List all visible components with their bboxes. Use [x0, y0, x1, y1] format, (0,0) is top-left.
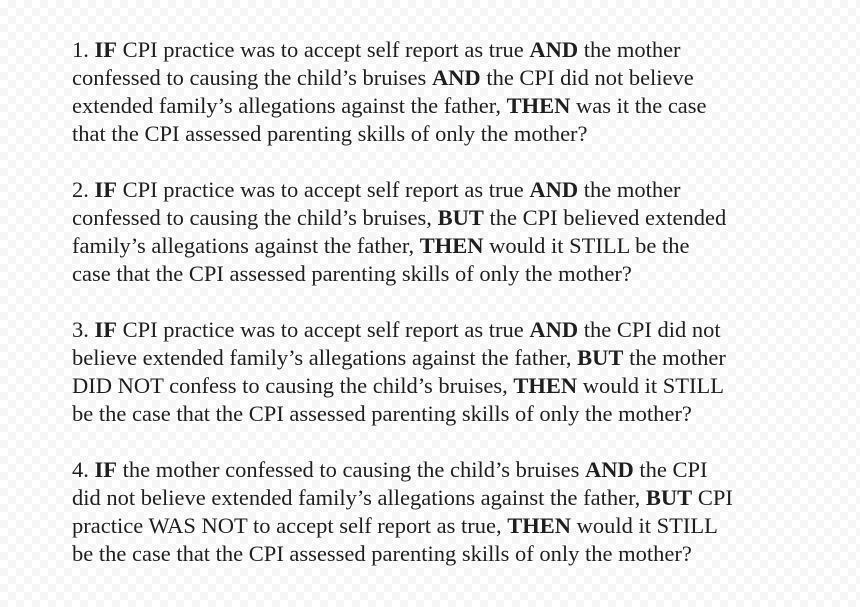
- question-line: [72, 120, 802, 148]
- keyword: AND: [585, 457, 634, 482]
- keyword: IF: [94, 177, 117, 202]
- text-segment: believe extended family’s allegations against the father,: [72, 345, 578, 370]
- text-segment: did not believe extended family’s allegations against the father,: [72, 485, 646, 510]
- keyword: THEN: [419, 233, 484, 258]
- text-segment: CPI practice was to accept self report as true: [117, 177, 530, 202]
- question-line: [72, 204, 802, 232]
- text-segment: the CPI: [633, 457, 708, 482]
- question-line: [72, 316, 802, 344]
- text-segment: be the case that the CPI assessed parenting skills of only the mother?: [72, 541, 692, 566]
- keyword: THEN: [507, 513, 572, 538]
- question-line: [72, 400, 802, 428]
- question-3: [72, 316, 802, 428]
- text-segment: was it the case: [570, 93, 707, 118]
- keyword: IF: [94, 317, 117, 342]
- text-segment: be the case that the CPI assessed parenting skills of only the mother?: [72, 401, 692, 426]
- question-line: [72, 36, 802, 64]
- question-1: [72, 36, 802, 148]
- keyword: BUT: [645, 485, 693, 510]
- text-segment: DID NOT confess to causing the child’s bruises,: [72, 373, 514, 398]
- keyword: THEN: [506, 93, 571, 118]
- question-4: [72, 456, 802, 568]
- text-segment: CPI practice was to accept self report as true: [117, 317, 530, 342]
- question-line: [72, 344, 802, 372]
- text-segment: the mother: [578, 37, 681, 62]
- question-line: [72, 456, 802, 484]
- keyword: IF: [94, 457, 117, 482]
- text-segment: the mother: [623, 345, 726, 370]
- question-line: [72, 232, 802, 260]
- text-segment: the CPI believed extended: [483, 205, 727, 230]
- question-2: [72, 176, 802, 288]
- keyword: BUT: [577, 345, 624, 370]
- text-segment: would it STILL: [577, 373, 725, 398]
- keyword: AND: [529, 177, 579, 202]
- text-segment: confessed to causing the child’s bruises: [72, 65, 432, 90]
- question-line: [72, 92, 802, 120]
- question-line: [72, 176, 802, 204]
- text-segment: the mother: [578, 177, 681, 202]
- keyword: AND: [431, 65, 481, 90]
- text-segment: the CPI did not believe: [480, 65, 694, 90]
- keyword: THEN: [513, 373, 578, 398]
- question-line: [72, 484, 802, 512]
- text-segment: the CPI did not: [578, 317, 721, 342]
- text-segment: CPI: [692, 485, 733, 510]
- text-segment: the mother confessed to causing the child’s bruises: [117, 457, 586, 482]
- question-line: [72, 512, 802, 540]
- keyword: IF: [94, 37, 117, 62]
- text-segment: CPI practice was to accept self report as true: [117, 37, 530, 62]
- text-segment: case that the CPI assessed parenting skills of only the mother?: [72, 261, 632, 286]
- question-line: [72, 372, 802, 400]
- text-segment: family’s allegations against the father,: [72, 233, 420, 258]
- text-segment: confessed to causing the child’s bruises,: [72, 205, 438, 230]
- question-line: [72, 540, 802, 568]
- keyword: AND: [529, 37, 579, 62]
- question-number: 2.: [72, 177, 95, 202]
- text-segment: practice WAS NOT to accept self report as true,: [72, 513, 508, 538]
- keyword: AND: [529, 317, 579, 342]
- question-line: [72, 64, 802, 92]
- document-body: [72, 36, 802, 596]
- keyword: BUT: [437, 205, 484, 230]
- question-number: 1.: [72, 37, 95, 62]
- question-number: 3.: [72, 317, 95, 342]
- text-segment: extended family’s allegations against the father,: [72, 93, 507, 118]
- text-segment: would it STILL be the: [483, 233, 690, 258]
- question-number: 4.: [72, 457, 95, 482]
- question-line: [72, 260, 802, 288]
- text-segment: would it STILL: [571, 513, 718, 538]
- text-segment: that the CPI assessed parenting skills of only the mother?: [72, 121, 588, 146]
